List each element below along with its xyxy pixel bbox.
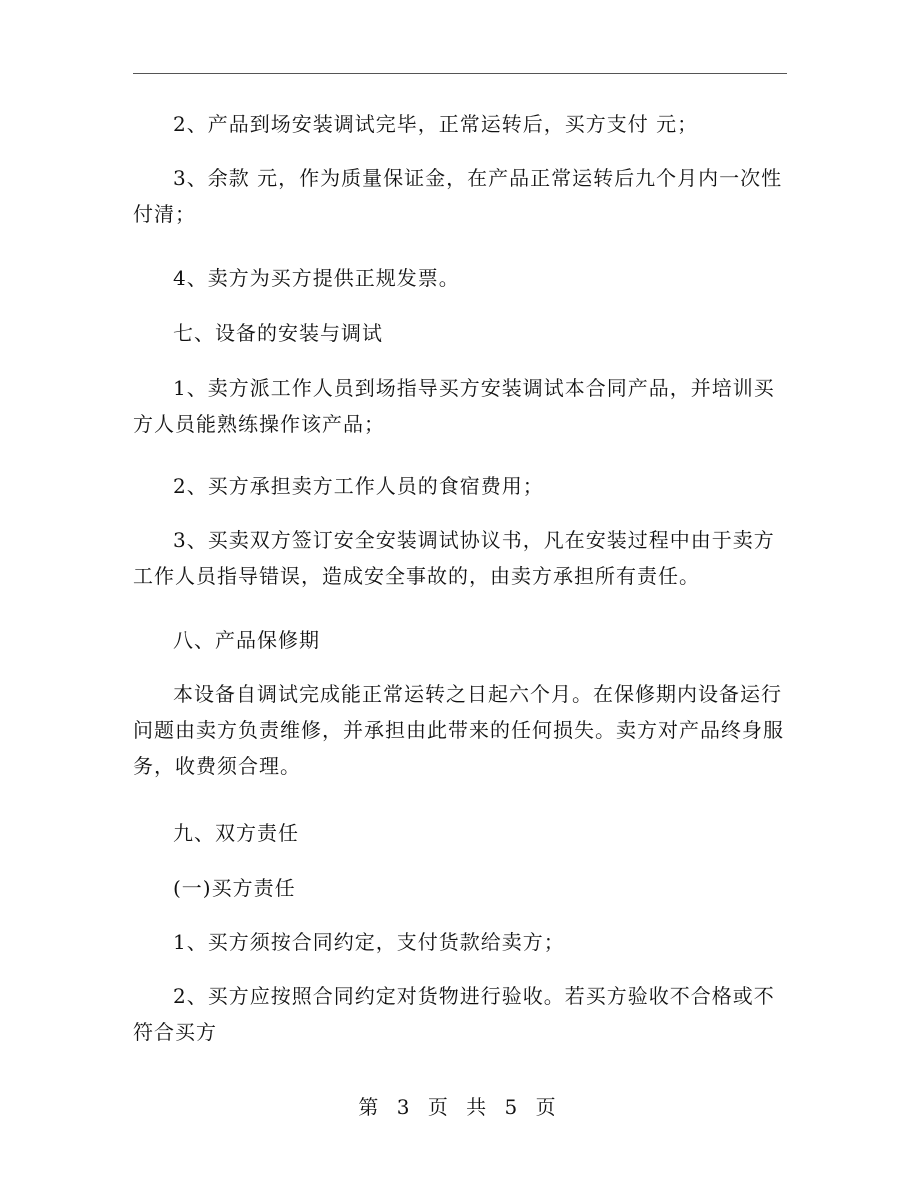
paragraph: 2、买方应按照合同约定对货物进行验收。若买方验收不合格或不符合买方 [133,984,775,1044]
paragraph: 4、卖方为买方提供正规发票。 [173,266,460,290]
page-number-footer: 第 3 页 共 5 页 [358,1095,562,1119]
section-heading: 八、产品保修期 [173,628,320,652]
paragraph: 1、买方须按合同约定，支付货款给卖方； [173,930,565,954]
paragraph: 1、卖方派工作人员到场指导买方安装调试本合同产品，并培训买方人员能熟练操作该产品； [133,376,775,436]
section-heading: 七、设备的安装与调试 [173,321,383,345]
paragraph: 2、产品到场安装调试完毕，正常运转后，买方支付 元； [173,112,699,136]
subsection-heading: (一)买方责任 [173,876,296,900]
header-rule [133,73,787,74]
paragraph: 3、买卖双方签订安全安装调试协议书，凡在安装过程中由于卖方工作人员指导错误，造成安全事故的，由卖方承担所有责任。 [133,528,775,588]
paragraph: 3、余款 元，作为质量保证金，在产品正常运转后九个月内一次性付清； [133,166,783,226]
paragraph: 2、买方承担卖方工作人员的食宿费用； [173,474,544,498]
paragraph: 本设备自调试完成能正常运转之日起六个月。在保修期内设备运行问题由卖方负责维修，并承担由此带来的任何损失。卖方对产品终身服务，收费须合理。 [133,682,784,778]
section-heading: 九、双方责任 [173,821,299,845]
